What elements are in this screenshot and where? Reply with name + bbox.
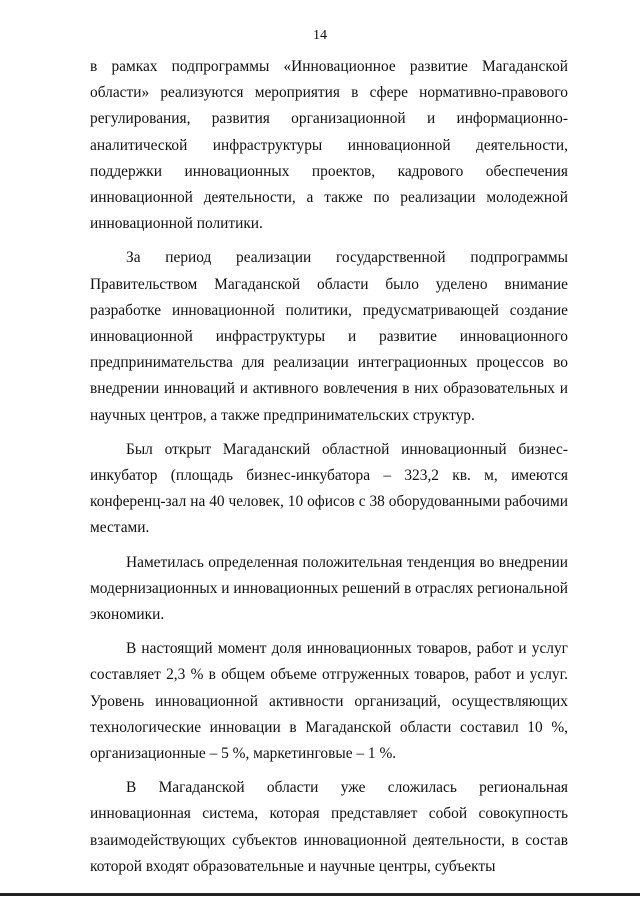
paragraph-2: За период реализации государственной подпрограммы Правительством Магаданской области было уделено внимание разработке инновационной политики, предусматривающей создание инновационной инфраструктуры и развитие инновационного предпринимательства для реализации интеграционных процессов во внедрении инноваций и активного вовлечения в них образовательных и научных центров, а также предпринимательских структур. [90,249,568,424]
paragraph-4: Наметилась определенная положительная тенденция во внедрении модернизационных и инновационных решений в отраслях региональной экономики. [90,553,568,624]
page-number: 14 [313,28,327,43]
paragraph-6: В Магаданской области уже сложилась региональная инновационная система, которая представляет собой совокупность взаимодействующих субъектов инновационной деятельности, в состав которой входят образовательные и научные центры, субъекты [90,779,568,875]
document-body [90,54,568,880]
bottom-rule [0,893,640,896]
paragraph-3: Был открыт Магаданский областной инновационный бизнес-инкубатор (площадь бизнес-инкубатора – 323,2 кв. м, имеются конференц-зал на 40 человек, 10 офисов с 38 оборудованными рабочими местами. [90,440,568,537]
paragraph-1: в рамках подпрограммы «Инновационное развитие Магаданской области» реализуются мероприятия в сфере нормативно-правового регулирования, развития организационной и информационно-аналитической инфраструктуры инновационной деятельности, поддержки инновационных проектов, кадрового обеспечения инновационной деятельности, а также по реализации молодежной инновационной политики. [90,58,568,233]
paragraph-5: В настоящий момент доля инновационных товаров, работ и услуг составляет 2,3 % в общем объеме отгруженных товаров, работ и услуг. Уровень инновационной активности организаций, осуществляющих технологические инновации в Магаданской области составил 10 %, организационные – 5 %, маркетинговые – 1 %. [90,640,568,763]
